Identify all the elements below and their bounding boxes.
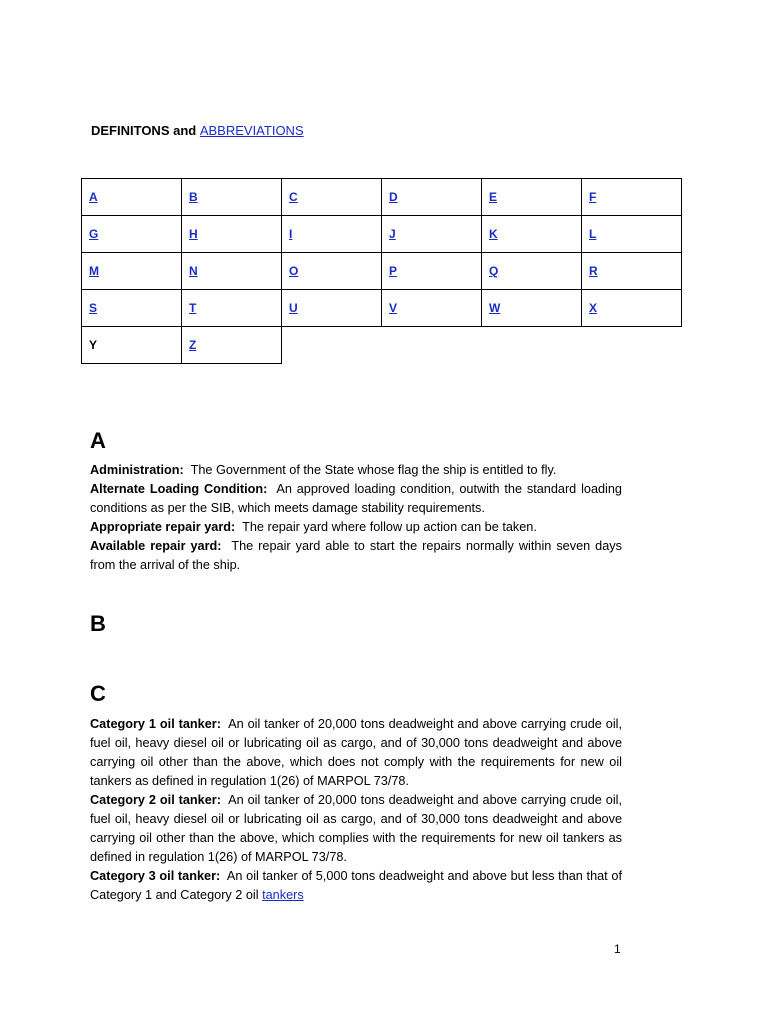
letter-link-a[interactable]: A <box>89 190 98 204</box>
definition-text: An oil tanker of 20,000 tons deadweight and above carrying crude oil, fuel oil, heavy diesel oil or lubricating oil as cargo, and of 30,000 tons deadweight and above carrying oil other than the above, which does not comply with the requirements for new oil tankers as defined in regulation 1(26) of MARPOL 73/78. <box>90 717 622 788</box>
definition-entry <box>90 518 622 537</box>
letter-link-o[interactable]: O <box>289 264 299 278</box>
letter-link-g[interactable]: G <box>89 227 99 241</box>
definition-term: Category 2 oil tanker: <box>90 793 221 807</box>
section-c-definitions <box>90 715 622 905</box>
section-heading-c: C <box>90 681 106 706</box>
definition-text: The Government of the State whose flag the ship is entitled to fly. <box>190 463 557 477</box>
section-a-definitions <box>90 461 622 575</box>
letter-link-u[interactable]: U <box>289 301 298 315</box>
heading-title: DEFINITONS and <box>91 123 200 138</box>
table-row <box>82 290 682 327</box>
definition-text: An approved loading condition, outwith the standard loading conditions as per the SIB, which meets damage stability requirements. <box>90 482 622 515</box>
table-row <box>82 253 682 290</box>
definition-term: Administration: <box>90 463 184 477</box>
definition-text: An oil tanker of 20,000 tons deadweight and above carrying crude oil, fuel oil, heavy diesel oil or lubricating oil as cargo, and of 30,000 tons deadweight and above carrying oil other than the above, which complies with the requirements for new oil tankers as defined in regulation 1(26) of MARPOL 73/78. <box>90 793 622 864</box>
letter-link-i[interactable]: I <box>289 227 293 241</box>
letter-link-t[interactable]: T <box>189 301 197 315</box>
letter-link-v[interactable]: V <box>389 301 398 315</box>
letter-link-l[interactable]: L <box>589 227 597 241</box>
definition-term: Alternate Loading Condition: <box>90 482 268 496</box>
letter-label-y: Y <box>89 338 98 352</box>
letter-link-p[interactable]: P <box>389 264 398 278</box>
definition-text: The repair yard able to start the repairs normally within seven days from the arrival of the ship. <box>90 539 622 572</box>
section-heading-b: B <box>90 611 106 636</box>
definition-term: Appropriate repair yard: <box>90 520 236 534</box>
definition-entry <box>90 537 622 575</box>
letter-link-n[interactable]: N <box>189 264 198 278</box>
definition-term: Category 1 oil tanker: <box>90 717 221 731</box>
letter-link-m[interactable]: M <box>89 264 99 278</box>
alphabet-index-table <box>81 178 682 364</box>
definition-entry <box>90 715 622 791</box>
letter-link-c[interactable]: C <box>289 190 298 204</box>
definition-text: The repair yard where follow up action can be taken. <box>242 520 537 534</box>
letter-link-f[interactable]: F <box>589 190 597 204</box>
definition-text: An oil tanker of 5,000 tons deadweight and above but less than that of Category 1 and Category 2 oil <box>90 869 622 902</box>
abbreviations-link[interactable]: ABBREVIATIONS <box>199 123 304 138</box>
table-row <box>82 216 682 253</box>
definition-term: Available repair yard: <box>90 539 222 553</box>
letter-link-q[interactable]: Q <box>489 264 499 278</box>
letter-link-j[interactable]: J <box>389 227 396 241</box>
letter-link-r[interactable]: R <box>589 264 598 278</box>
definition-entry <box>90 461 622 480</box>
tankers-link[interactable]: tankers <box>262 888 304 902</box>
letter-link-e[interactable]: E <box>489 190 498 204</box>
definition-entry <box>90 791 622 867</box>
letter-link-b[interactable]: B <box>189 190 198 204</box>
letter-link-d[interactable]: D <box>389 190 398 204</box>
letter-link-x[interactable]: X <box>589 301 598 315</box>
table-row <box>82 179 682 216</box>
letter-link-h[interactable]: H <box>189 227 198 241</box>
definition-term: Category 3 oil tanker: <box>90 869 221 883</box>
letter-link-s[interactable]: S <box>89 301 98 315</box>
letter-link-w[interactable]: W <box>489 301 501 315</box>
definition-entry <box>90 480 622 518</box>
section-heading-a: A <box>90 428 106 453</box>
page-heading <box>91 123 304 138</box>
table-row <box>82 327 682 364</box>
page-number: 1 <box>614 942 621 956</box>
letter-link-k[interactable]: K <box>489 227 498 241</box>
definition-entry <box>90 867 622 905</box>
letter-link-z[interactable]: Z <box>189 338 197 352</box>
